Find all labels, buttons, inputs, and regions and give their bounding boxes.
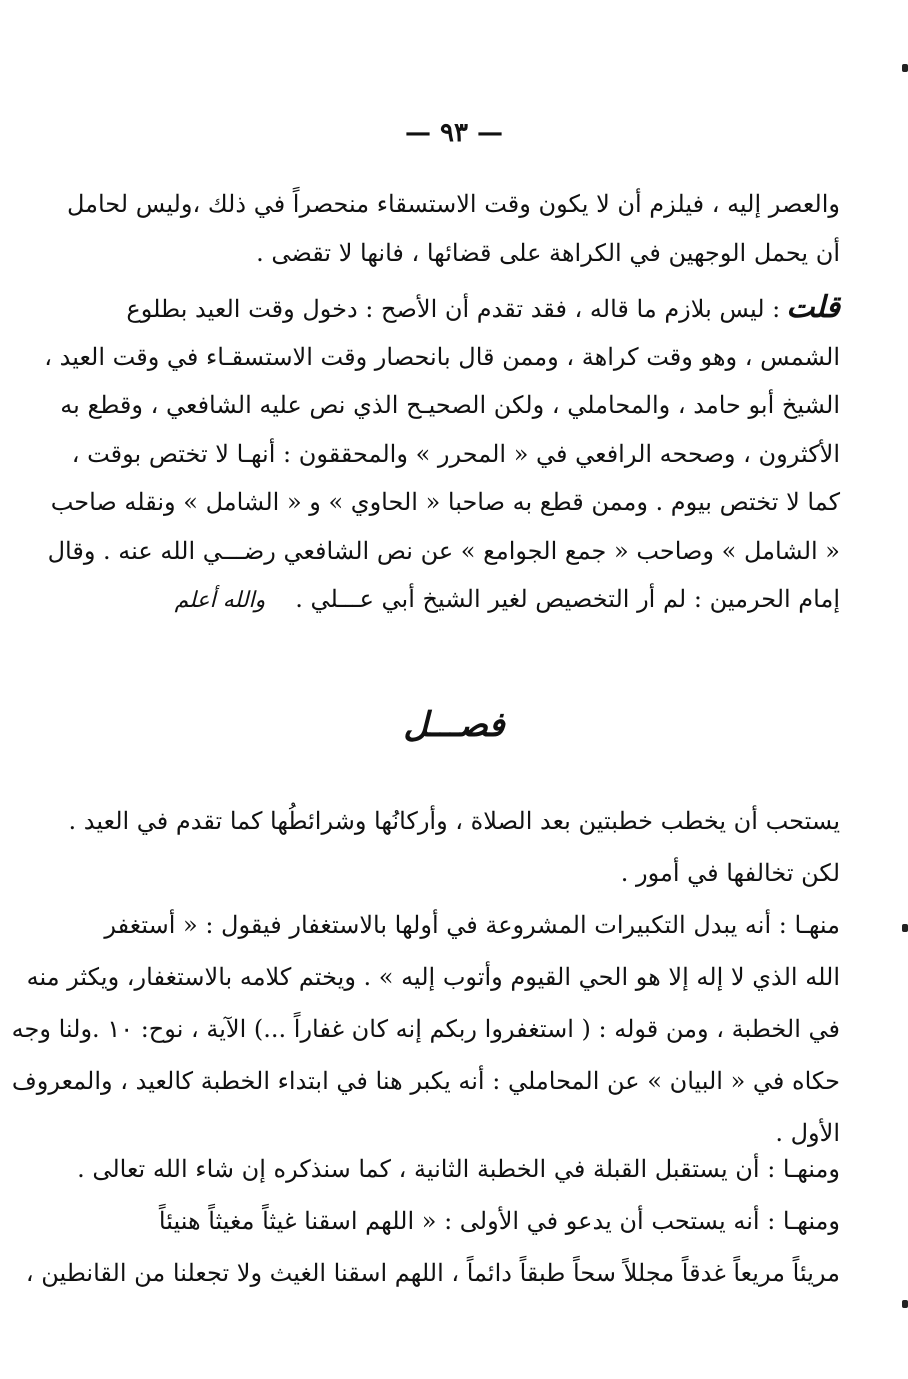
scan-mark [902,924,908,932]
text-line: الأول . [775,1119,840,1147]
paragraph-1 [66,180,840,277]
text-fragment: : ليس بلازم ما قاله ، فقد تقدم أن الأصح : دخول وقت العيد بطلوع [126,295,781,323]
paragraph-3 [11,795,840,1159]
text-line [118,284,840,333]
paragraph-2 [44,284,840,624]
text-line: كما لا تختص بيوم . وممن قطع به صاحبا « الحاوي » و « الشامل » ونقله صاحب [50,488,840,516]
text-line: يستحب أن يخطب خطبتين بعد الصلاة ، وأركانُها وشرائطُها كما تقدم في العيد . [68,807,840,835]
text-line: الأكثرون ، وصححه الرافعي في « المحرر » والمحققون : أنهـا لا تختص بوقت ، [71,439,840,468]
scan-mark [902,1300,908,1308]
text-line: « الشامل » وصاحب « جمع الجوامع » عن نص الشافعي رضـــي الله عنه . وقال [47,536,840,565]
text-line: ومنهـا : أن يستقبل القبلة في الخطبة الثانية ، كما سنذكره إن شاء الله تعالى . [77,1155,840,1183]
text-line: والعصر إليه ، فيلزم أن لا يكون وقت الاستسقاء منحصراً في ذلك ،وليس لحامل [66,190,840,218]
text-line: في الخطبة ، ومن قوله : ( استغفروا ربكم إنه كان غفاراً ...) الآية ، نوح: ١٠ .ولنا وجه [11,1015,840,1043]
qult-heading: قلت [786,290,840,325]
text-line: ومنهـا : أنه يستحب أن يدعو في الأولى : « اللهم اسقنا غيثاً مغيثاً هنيئاً [158,1207,840,1235]
closing-formula: والله أعلم [174,588,266,613]
text-line: الشمس ، وهو وقت كراهة ، وممن قال بانحصار وقت الاستسقـاء في وقت العيد ، [44,342,840,371]
scan-mark [902,64,908,72]
text-fragment: إمام الحرمين : لم أر التخصيص لغير الشيخ أبي عـــلي . [295,585,840,613]
text-line: الشيخ أبو حامد ، والمحاملي ، ولكن الصحيـح الذي نص عليه الشافعي ، وقطع به [60,391,840,419]
section-title: فصـــل [403,705,505,745]
text-line: مريئاً مريعاً غدقاً مجللاً سحاً طبقاً دائماً ، اللهم اسقنا الغيث ولا تجعلنا من القانطين ، [25,1259,840,1287]
text-line: الله الذي لا إله إلا هو الحي القيوم وأتوب إليه » . ويختم كلامه بالاستغفار، ويكثر منه [26,963,840,991]
text-line: لكن تخالفها في أمور . [620,859,840,887]
text-line: حكاه في « البيان » عن المحاملي : أنه يكبر هنا في ابتداء الخطبة كالعيد ، والمعروف [11,1067,840,1095]
text-line: أن يحمل الوجهين في الكراهة على قضائها ، فانها لا تقضى . [256,238,840,267]
text-line [118,575,840,624]
page-number: — ٩٣ — [404,118,504,148]
paragraph-4 [25,1143,840,1299]
text-line: منهـا : أنه يبدل التكبيرات المشروعة في أولها بالاستغفار فيقول : « أستغفر [104,911,840,939]
